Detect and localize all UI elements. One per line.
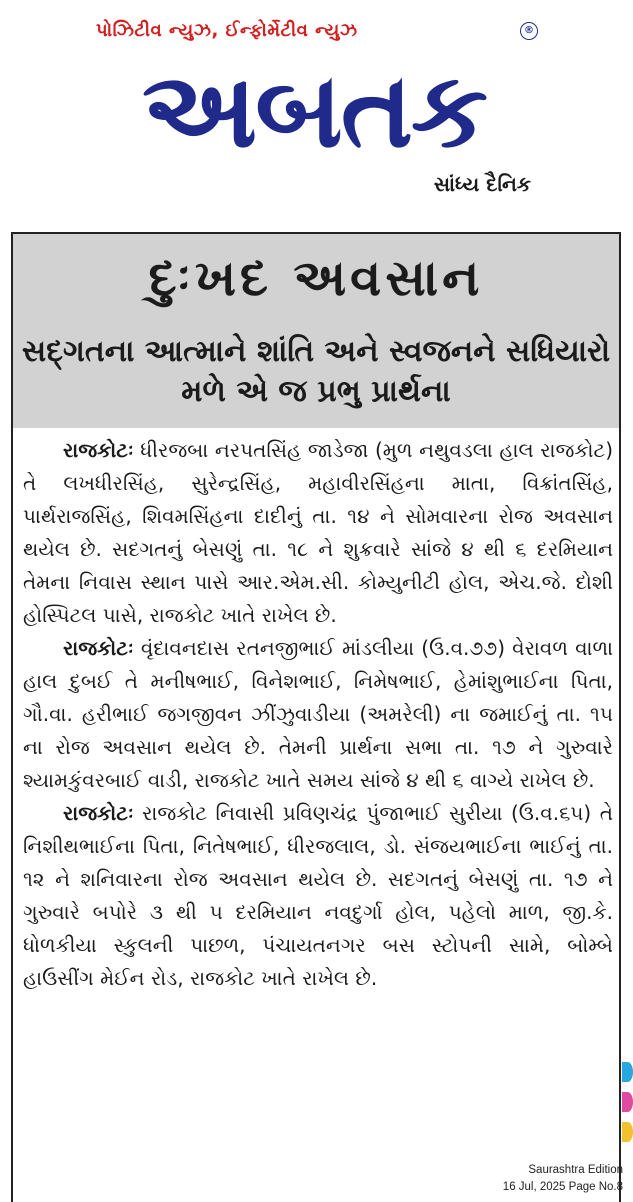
article-sub-headline: સદ્ગતના આત્માને શાંતિ અને સ્વજનને સધિયારો મળે એ જ પ્રભુ પ્રાર્થના <box>21 334 611 409</box>
paragraph-text: ધીરજબા નરપતસિંહ જાડેજા (મુળ નથુવડલા હાલ રાજકોટ) તે લખધીરસિંહ, સુરેન્દ્રસિંહ, મહાવીરસિંહના માતા, વિક્રાંતસિંહ, પાર્થરાજસિંહ, શિવમસિંહના દાદીનું તા. ૧૪ ને સોમવારના રોજ અવસાન થયેલ છે. સદગતનું બેસણું તા. ૧૮ ને શુક્રવારે સાંજે ૪ થી ૬ દરમિયાન તેમના નિવાસ સ્થાન પાસે આર.એમ.સી. કોમ્યુનીટી હોલ, એચ.જે. દોશી હોસ્પિટલ પાસે, રાજકોટ ખાતે રાખેલ છે. <box>23 438 613 627</box>
decor-dot <box>622 1122 633 1142</box>
page-footer <box>503 1162 623 1196</box>
registered-mark: ® <box>520 22 538 40</box>
masthead <box>0 0 633 215</box>
place-label: રાજકોટઃ <box>63 438 134 462</box>
paragraph-text: વૃંદાવનદાસ રતનજીભાઈ માંડલીયા (ઉ.વ.૭૭) વેરાવળ વાળા હાલ દુબઈ તે મનીષભાઈ, વિનેશભાઈ, નિમેષભાઈ, હેમાંશુભાઈના પિતા, ગૌ.વા. હરીભાઈ જગજીવન ઝીંઝુવાડીયા (અમરેલી) ના જમાઈનું તા. ૧૫ ના રોજ અવસાન થયેલ છે. તેમની પ્રાર્થના સભા તા. ૧૭ ને ગુરુવારે શ્યામકુંવરબાઈ વાડી, રાજકોટ ખાતે સમય સાંજે ૪ થી ૬ વાગ્યે રાખેલ છે. <box>23 636 613 792</box>
newspaper-logo: અબતક <box>141 49 486 171</box>
decor-dot <box>622 1062 633 1082</box>
obituary-article <box>11 232 621 1202</box>
place-label: રાજકોટઃ <box>63 801 134 825</box>
paragraph-text: રાજકોટ નિવાસી પ્રવિણચંદ્ર પુંજાભાઈ સુરીયા (ઉ.વ.૬૫) તે નિશીથભાઈના પિતા, નિતેષભાઈ, ધીરજલાલ, ડો. સંજયભાઈના ભાઈનું તા. ૧૨ ને શનિવારના રોજ અવસાન થયેલ છે. સદગતનું બેસણું તા. ૧૭ ને ગુરુવારે બપોરે ૩ થી ૫ દરમિયાન નવદુર્ગા હોલ, પહેલો માળ, જી.કે. ધોળકીયા સ્કુલની પાછળ, પંચાયતનગર બસ સ્ટોપની સામે, બોમ્બે હાઉસીંગ મેઈન રોડ, રાજકોટ ખાતે રાખેલ છે. <box>23 801 613 990</box>
place-label: રાજકોટઃ <box>63 636 134 660</box>
article-body <box>23 434 613 995</box>
masthead-tagline: પોઝિટીવ ન્યુઝ, ઈન્ફોર્મેટીવ ન્યુઝ <box>96 20 358 41</box>
decor-dot <box>622 1092 633 1112</box>
adjacent-ad-edge <box>622 1062 633 1142</box>
obituary-paragraph <box>23 632 613 797</box>
date-page-label: 16 Jul, 2025 Page No.8 <box>502 1181 623 1193</box>
article-headline: દુઃખદ અવસાન <box>148 249 484 307</box>
obituary-paragraph <box>23 797 613 995</box>
masthead-subtitle: સાંધ્ય દૈનિક <box>433 172 531 196</box>
edition-label: Saurashtra Edition <box>528 1164 623 1176</box>
obituary-paragraph <box>23 434 613 632</box>
